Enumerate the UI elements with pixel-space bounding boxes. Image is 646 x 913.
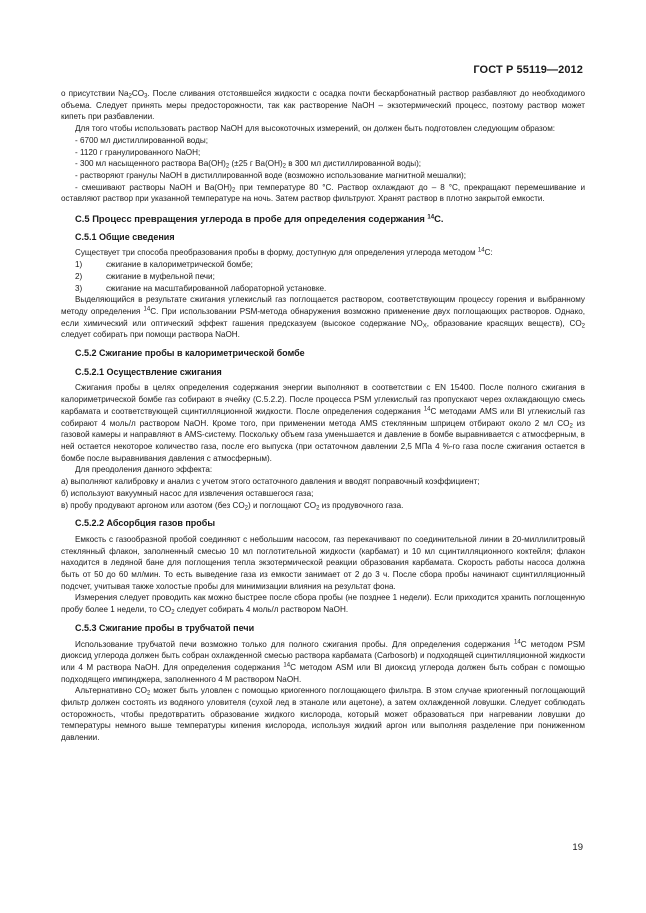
paragraph: [61, 639, 585, 686]
subscript: 2: [231, 187, 236, 194]
superscript: 14: [427, 214, 435, 221]
superscript: 14: [477, 247, 485, 254]
text: С. При использовании PSM-метода обнаружения возможно применение двух поглощающих растворов. Однако, если химический или оптический эффект гашения предсказуем (высокое содержание NO: [61, 306, 585, 328]
subscript: 2: [225, 163, 230, 170]
list-item: - растворяют гранулы NaOH в дистиллированной воде (возможно использование магнитной мешалки);: [75, 170, 467, 180]
text: Альтернативно CO: [75, 686, 147, 696]
text: при температуре 80 °С. Раствор охлаждают до – 8 °С, прекращают перемешивание и оставляют раствор при указанной температуре на ночь. Затем раствор фильтруют. Хранят раствор в плотно закрытой емкости.: [61, 182, 586, 204]
subsection-heading: С.5.2.1 Осуществление сжигания: [75, 366, 222, 377]
text: - смешивают растворы NaOH и Ba(OH): [75, 182, 232, 192]
subsection-heading: С.5.2 Сжигание пробы в калориметрической бомбе: [75, 348, 305, 359]
text: следует собирать 4 моль/л раствором NaOH.: [174, 605, 349, 615]
text: Сжигания пробы в целях определения содержания энергии выполняют в соответствии с EN 15400. После полного сжигания в калориметрической бомбе газ собирают в ячейку (С.5.2.2). После процесса PSM углекислый газ пропускают через охлаждающую смесь карбамата и соответствующей сцинтилляционной жидкости. После определения содержания: [61, 383, 585, 416]
subscript: 2: [282, 163, 287, 170]
subscript: X: [422, 323, 427, 330]
subscript: 2: [316, 505, 320, 511]
list-item: б) используют вакуумный насос для извлечения оставшегося газа;: [61, 488, 314, 498]
paragraph: [61, 685, 585, 744]
text: из газовой камеры и направляют в AMS-систему. Поскольку объем газа уменьшается и давление в бомбе выравнивается с атмосферным, в ней остается некоторое количество газа, после его выпуска (при остаточном давлении 2,5 МПа 4 %-го газа после сжигания остается в бомбе после выравнивания давления с атмосферным).: [61, 418, 585, 463]
text: С.5 Процесс превращения углерода в пробе для определения содержания: [75, 213, 428, 225]
text: о присутствии Na: [61, 89, 129, 98]
text: в) пробу продувают аргоном или азотом (без CO: [61, 500, 245, 510]
item-text: сжигание на масштабированной лабораторной установке.: [106, 283, 327, 293]
subscript: 2: [171, 609, 175, 616]
superscript: 14: [423, 406, 431, 413]
text: С методом PSM диоксид углерода должен быть собран охлажденной смесью раствора карбамата (Carbosorb) и подходящей сцинтилляционной жидкости или 4 М раствора NaOH. Для определения содержания: [61, 639, 586, 672]
paragraph: [61, 88, 585, 123]
subscript: 2: [244, 505, 248, 511]
paragraph: [61, 294, 585, 341]
text: С методами AMS или BI углекислый газ собирают 4 моль/л раствором NaOH. Кроме того, при применении метода AMS стеклянным шприцем отбирают около 2 мл CO: [61, 406, 585, 428]
list-item: [61, 158, 585, 170]
superscript: 14: [143, 306, 151, 313]
list-item: - 1120 г гранулированного NaOH;: [75, 147, 201, 157]
list-item: - 6700 мл дистиллированной воды;: [75, 135, 208, 145]
item-number: 3): [75, 283, 83, 293]
paragraph: [61, 247, 585, 259]
paragraph: [61, 382, 585, 464]
text: С методом ASM или BI диоксид углерода должен быть собран с помощью подходящего импинджера, заполненного 4 М раствором NaOH.: [61, 662, 585, 684]
page-content: [61, 88, 585, 744]
text: Измерения следует проводить как можно быстрее после сбора пробы (не позднее 1 недели). Если приходится хранить поглощенную пробу более 1 недели, то CO: [61, 593, 585, 615]
text: , образование красящих веществ), CO: [426, 318, 582, 328]
superscript: 14: [283, 662, 291, 669]
text: в 300 мл дистиллированной воды);: [286, 159, 422, 169]
subscript: 2: [581, 323, 585, 330]
subscript: 2: [128, 93, 132, 100]
subscript: 2: [569, 423, 573, 430]
text: из продувочного газа.: [319, 500, 404, 510]
item-text: сжигание в муфельной печи;: [106, 271, 215, 281]
numbered-item: [61, 283, 585, 295]
list-item: а) выполняют калибровку и анализ с учетом этого остаточного давления и вводят поправочный коэффициент;: [61, 477, 480, 487]
text: С:: [484, 248, 493, 258]
superscript: 14: [514, 639, 521, 646]
text: следует собирать при помощи раствора NaOH.: [61, 330, 240, 340]
subscript: 2: [146, 690, 151, 697]
paragraph: [61, 592, 585, 615]
text: Использование трубчатой печи возможно только для полного сжигания пробы. Для определения содержания: [75, 639, 514, 649]
item-text: сжигание в калориметрической бомбе;: [106, 260, 253, 270]
text: Выделяющийся в результате сжигания углекислый газ поглощается раствором, соответствующим процессу горения и выбранному методу определения: [61, 295, 585, 316]
subsection-heading: С.5.1 Общие сведения: [75, 231, 175, 242]
subscript: 3: [144, 93, 148, 100]
text: CO: [131, 89, 145, 98]
numbered-item: [61, 259, 585, 271]
list-item: [61, 500, 585, 512]
section-heading: [75, 213, 585, 225]
page-number: 19: [572, 842, 583, 853]
list-item: [61, 182, 585, 205]
standard-header: ГОСТ Р 55119—2012: [473, 64, 583, 76]
subsection-heading: С.5.3 Сжигание пробы в трубчатой печи: [75, 622, 255, 633]
numbered-item: [61, 271, 585, 283]
paragraph: Для того чтобы использовать раствор NaOH для высокоточных измерений, он должен быть подготовлен следующим образом:: [75, 124, 556, 134]
text: . После сливания отстоявшейся жидкости с осадка почти бескарбонатный раствор разбавляют до необходимого объема. Следует принять меры предосторожности, так как растворение NaOH – экзотермический процесс, поэтому раствор может кипеть при разбавлении.: [61, 89, 585, 122]
item-number: 1): [75, 260, 83, 270]
text: может быть уловлен с помощью криогенного поглощающего фильтра. В этом случае криогенный поглощающий фильтр должен состоять из водяного уловителя (сухой лед в этаноле или ацетоне), а затем охлажденной ловушки. Следует соблюдать осторожность, чтобы предотвратить образование жидкого кислорода, который может образоваться при нагревании ловушки до температуры немного выше температуры кипения кислорода, используя жидкий аргон или выполняя разделение при пониженном давлении.: [61, 686, 585, 743]
text: - 300 мл насыщенного раствора Ba(OH): [75, 159, 226, 169]
text: Существует три способа преобразования пробы в форму, доступную для определения углерода методом: [75, 248, 478, 258]
text: (±25 г Ba(OH): [229, 159, 283, 169]
paragraph: Для преодоления данного эффекта:: [75, 465, 213, 475]
subsection-heading: С.5.2.2 Абсорбция газов пробы: [75, 518, 216, 529]
paragraph: Емкость с газообразной пробой соединяют с небольшим насосом, газ перекачивают по соединительной линии в 20-миллилитровый стеклянный флакон, заполненный смесью 10 мл поглотительной жидкости (карбамат) и 10 мл сцинтилляционного коктейля; флакон находится в ледяной бане для поглощения тепла экзотермической реакции образования карбамата. Скорость работы насоса должна быть от 50 до 60 мл/мин. То есть выведение газа из емкости занимает от 2 до 3 ч. После сбора пробы начинают сцинтилляционный подсчет, учитывая также холостые пробы для минимизации влияния на результат фона.: [61, 534, 585, 591]
text: С.: [434, 213, 444, 225]
item-number: 2): [75, 271, 83, 281]
text: ) и поглощают CO: [248, 500, 317, 510]
